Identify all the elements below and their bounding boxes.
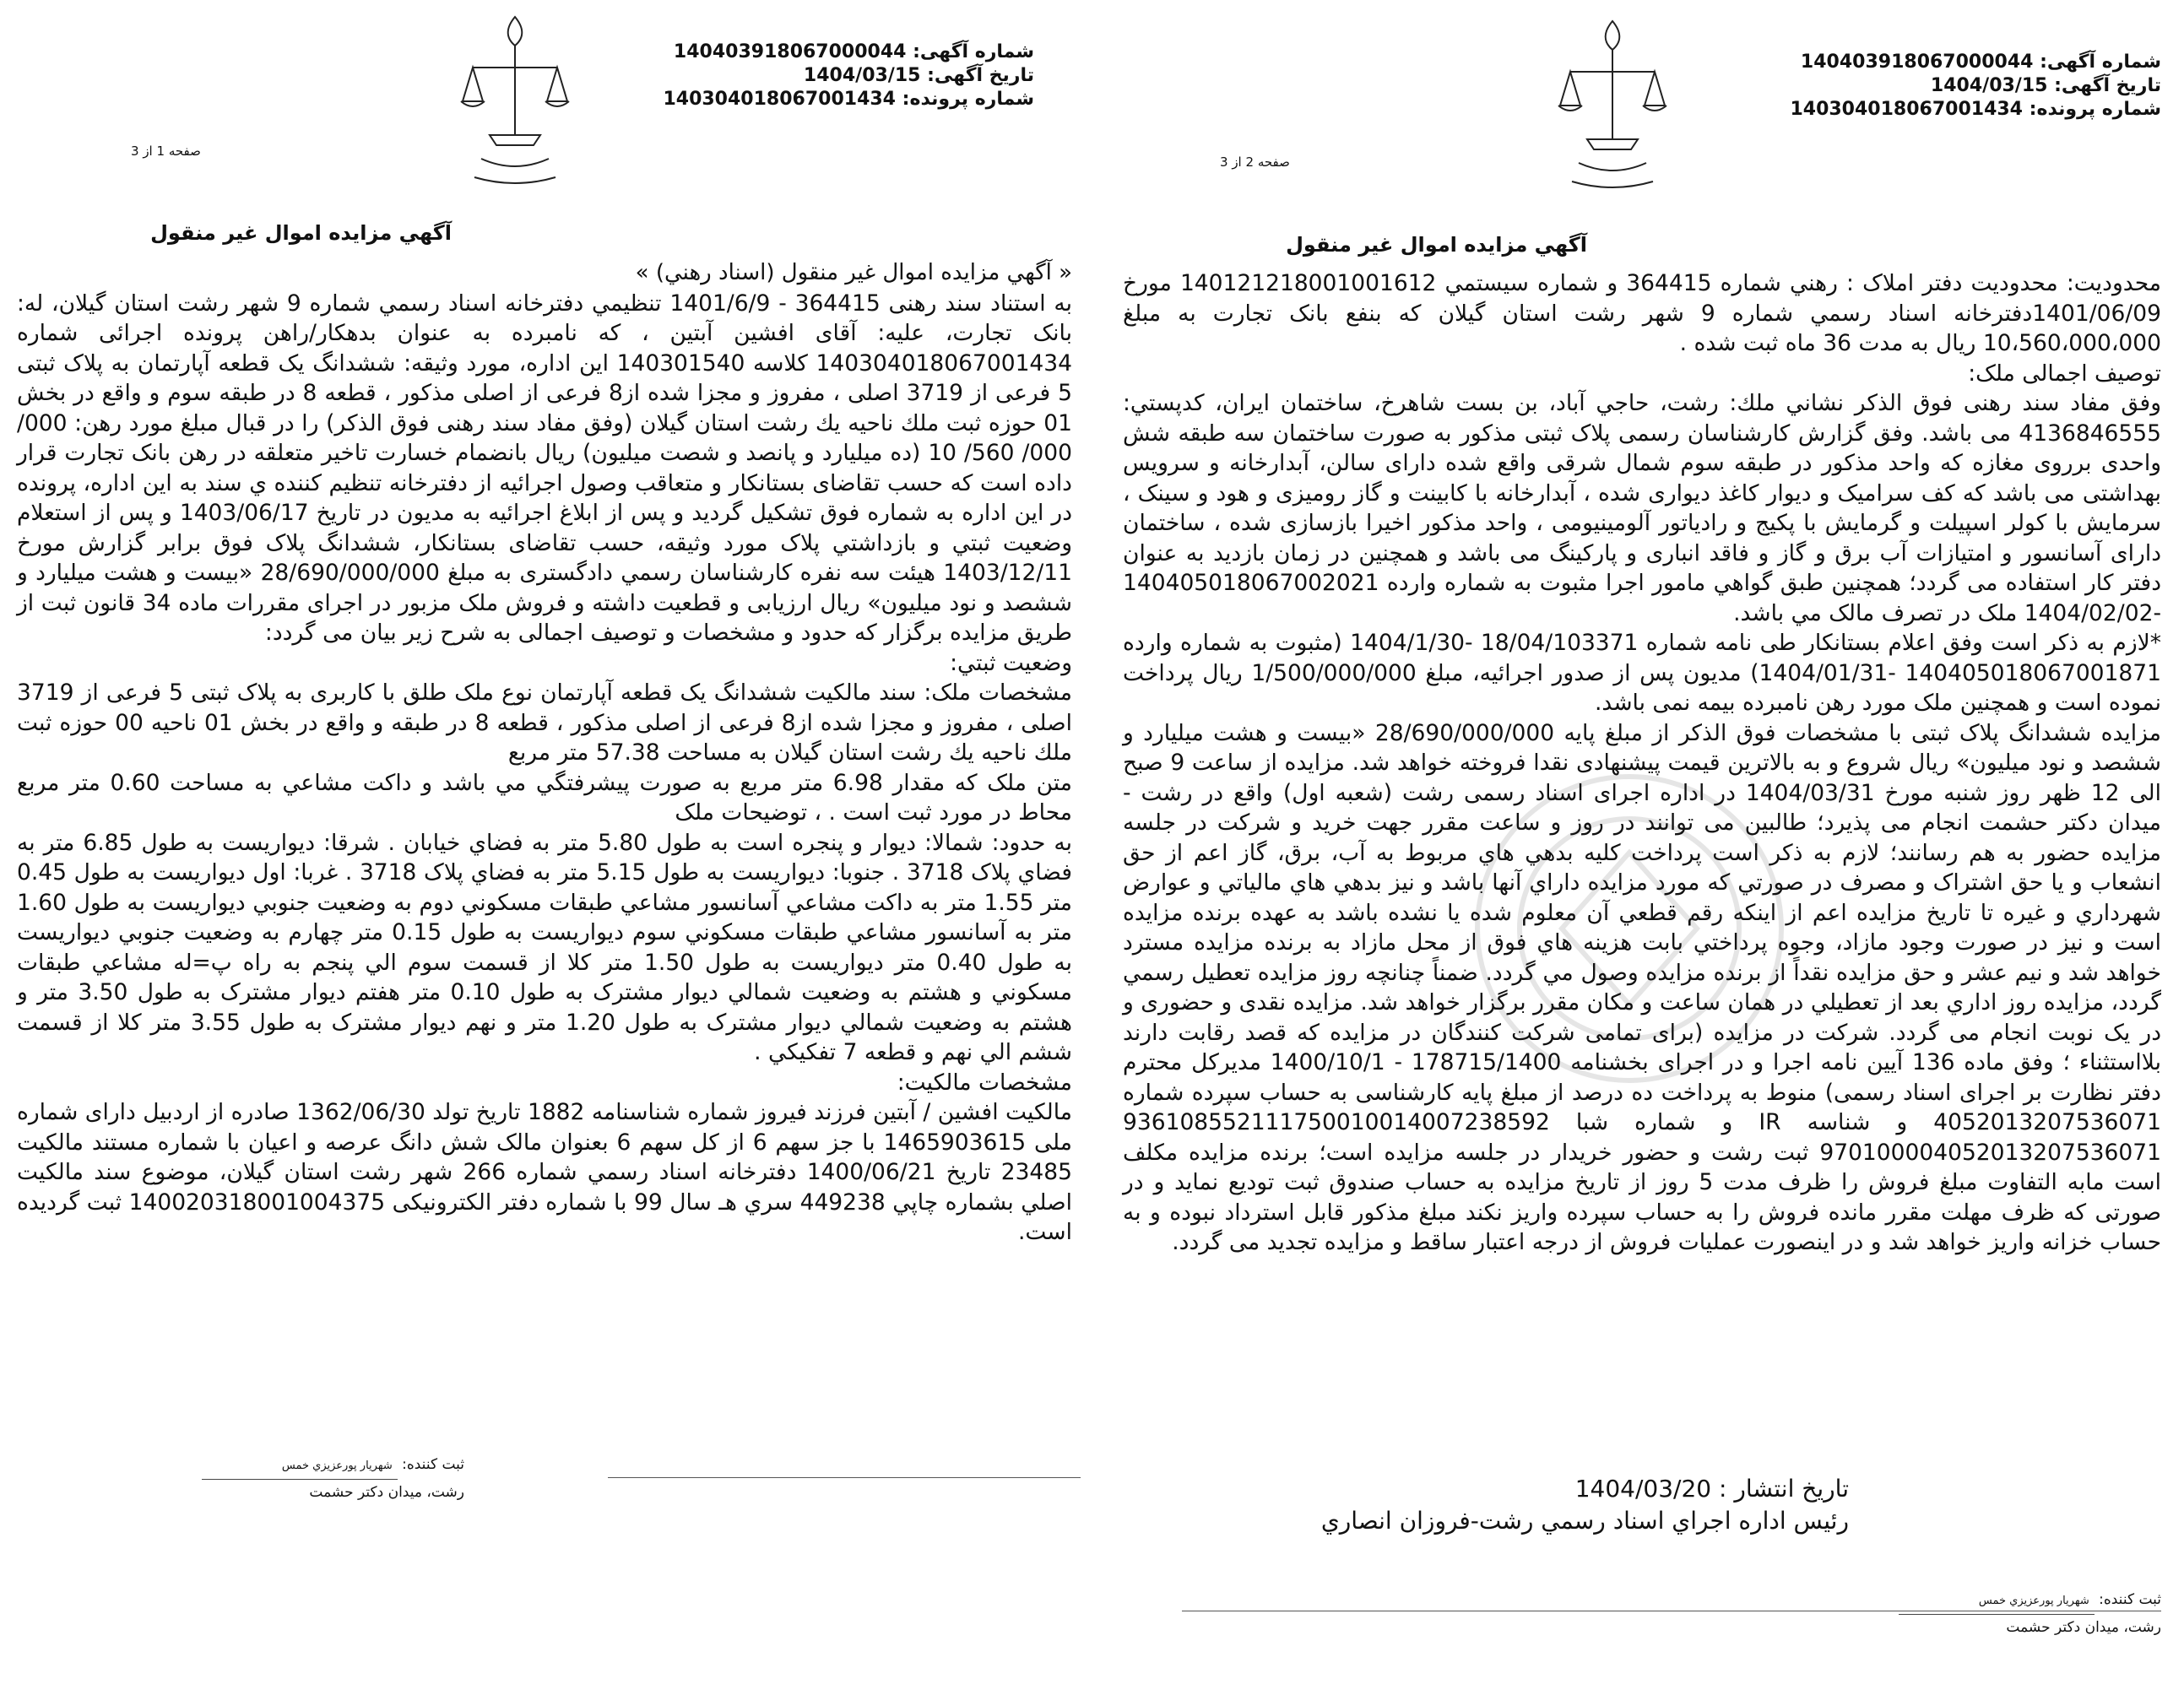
publication-signer: رئيس اداره اجراي اسناد رسمي رشت-فروزان انصاري	[1320, 1507, 1849, 1535]
file-number: شماره پرونده: 140304018067001434	[663, 89, 1034, 110]
document-body	[17, 258, 1072, 1248]
paragraph: وضعيت ثبتي:	[950, 649, 1072, 676]
notice-meta	[1790, 51, 2161, 122]
publication-block	[1321, 1473, 1849, 1537]
page-number: صفحه 1 از 3	[131, 144, 201, 159]
registrar-address: رشت، میدان دکتر حشمت	[309, 1484, 464, 1501]
notice-date: تاریخ آگهی: 1404/03/15	[1930, 75, 2161, 96]
notice-date: تاریخ آگهی: 1404/03/15	[803, 65, 1034, 86]
document-title: آگهي مزايده اموال غير منقول	[1286, 233, 1587, 257]
registrar-name: شهريار پورعزيزي خمس	[202, 1454, 398, 1480]
paragraph: محدوديت: محدوديت دفتر املاک : رهني شماره 364415 و شماره سيستمي 14012121800100161​2 مورخ 1401/06/09دفترخانه اسناد رسمي شماره 9 شهر رشت استان گيلان كه بنفع بانک تجارت به مبلغ 10،560،000،000 ريال به مدت 36 ماه ثبت شده .	[1123, 270, 2162, 356]
document-body	[1123, 268, 2161, 1258]
registrar-signature	[202, 1452, 464, 1505]
paragraph: متن ملک که مقدار 6.98 متر مربع به صورت پيشرفتگي مي باشد و داکت مشاعي به مساحت 0.60 متر مربع محاط در مورد ثبت است . ، توضيحات ملک	[17, 769, 1072, 826]
file-number: شماره پرونده: 140304018067001434	[1790, 99, 2161, 120]
registrar-address: رشت، میدان دکتر حشمت	[2006, 1619, 2161, 1636]
document-subtitle: « آگهي مزايده اموال غير منقول (اسناد رهني) »	[635, 260, 1072, 285]
registrar-signature	[1899, 1587, 2161, 1640]
registrar-label: ثبت كننده:	[402, 1456, 464, 1473]
paragraph: به استناد سند رهنی 364415 - 1401/6/9 تنظيمي دفترخانه اسناد رسمي شماره 9 شهر رشت استان گيلان، له: بانک تجارت، علیه: آقای افشین آبتین ، که نامبرده به عنوان بدهکار/راهن پرونده اجرائی شماره 140304018067001434 کلاسه 140301540 این اداره، مورد وثیقه: ششدانگ یک قطعه آپارتمان به پلاک ثبتی 5 فرعی از 3719 اصلی ، مفروز و مجزا شده از8 فرعی از اصلی مذکور ، قطعه 8 در طبقه سوم و واقع در بخش 01 حوزه ثبت ملك ناحيه يك رشت استان گيلان (وفق مفاد سند رهنی فوق الذکر) را در قبال مبلغ مورد رهن: 000/ 000/ 560/ 10 (ده میلیارد و پانصد و شصت میلیون) ریال بانضمام خسارت تاخیر متعلقه در رهن بانک تجارت قرار داده است که حسب تقاضای بستانکار و متعاقب وصول اجرائیه از دفترخانه تنظیم کننده ي سند به این اداره، پرونده در این اداره به شماره فوق تشکیل گردید و پس از ابلاغ اجرائیه به مدیون در تاریخ 1403/06/17 و پس از استعلام وضعيت ثبتي و بازداشتي پلاک مورد وثيقه، حسب تقاضای بستانکار، ششدانگ پلاک فوق برابر گزارش مورخ 1403/12/11 هيئت سه نفره کارشناسان رسمي دادگستری به مبلغ 28/690/000/000 «بیست و هشت میلیارد و ششصد و نود میلیون» ريال ارزيابی و قطعيت داشته و فروش ملک مزبور در اجرای مقررات ماده 34 قانون ثبت از طريق مزايده برگزار که حدود و مشخصات و توصیف اجمالی به شرح زیر بیان می گردد:	[17, 290, 1073, 646]
paragraph: به حدود: شمالا: ديوار و پنجره است به طول 5.80 متر به فضاي خيابان . شرقا: ديواريست به طول 6.85 متر به فضاي پلاک 3718 . جنوبا: ديواريست به طول 5.15 متر به فضاي پلاک 3718 . غربا: اول ديواريست به طول 0.45 متر 1.55 متر به داکت مشاعي آسانسور مشاعي طبقات مسکوني دوم به وضعيت جنوبي ديواريست به طول 1.60 متر به آسانسور مشاعي طبقات مسکوني سوم ديواريست به طول 0.15 متر چهارم به وضعيت جنوبي ديواريست به طول 0.40 متر ديواريست به طول 1.50 متر کلا از قسمت سوم الي پنجم به راه پ=له مشاعي طبقات مسکوني و هشتم به وضعيت شمالي ديوار مشترک به طول 0.10 متر هفتم ديوار مشترک به طول 3.50 متر و هشتم به وضعيت شمالي ديوار مشترک به طول 1.20 متر و نهم ديوار مشترک به طول 3.55 متر کلا از قسمت ششم الي نهم و قطعه 7 تفکيکي .	[17, 829, 1073, 1065]
notice-number: شماره آگهی: 140403918067000044	[673, 41, 1034, 62]
judiciary-emblem-icon	[1553, 13, 1672, 190]
paragraph: وفق مفاد سند رهنی فوق الذکر نشاني ملك: رشت، حاجي آباد، بن بست شاهرخ، ساختمان ايران، کدپستي: 4136846555 می باشد. وفق گزارش کارشناسان رسمی پلاک ثبتی مذکور به صورت ساختمان سه طبقه شش واحدی برروی مغازه که واحد مذکور در طبقه سوم شمال شرقی واقع شده دارای سالن، آبدارخانه و سرویس بهداشتی می باشد که کف سرامیک و دیوار کاغذ دیواری شده ، آبدارخانه با کابینت و گاز رومیزی و هود و سینک ، سرمایش با کولر اسپیلت و گرمایش با پکیج و رادیاتور آلومینیومی ، واحد مذکور اخیرا بازسازی شده ، ساختمان دارای آسانسور و امتیازات آب برق و گاز و فاقد انباری و پارکینگ می باشد و همچنین در زمان بازدید به عنوان دفتر کار استفاده می گردد؛ همچنین طبق گواهي مامور اجرا مثبوت به شماره وارده 140405018067002021 -1404/02/02 ملک در تصرف مالک مي باشد.	[1123, 390, 2161, 626]
registrar-name: شهريار پورعزيزي خمس	[1899, 1589, 2095, 1615]
paragraph: مشخصات ملک: سند مالکيت ششدانگ یک قطعه آپارتمان نوع ملک طلق با کاربری به پلاک ثبتی 5 فرعی از 3719 اصلی ، مفروز و مجزا شده از8 فرعی از اصلی مذکور ، قطعه 8 در طبقه و واقع در بخش 01 ناحيه 00 حوزه ثبت ملك ناحيه يك رشت استان گيلان به مساحت 57.38 متر مربع	[17, 680, 1073, 766]
judiciary-emblem-icon	[456, 8, 574, 186]
page-number: صفحه 2 از 3	[1220, 154, 1290, 170]
registrar-label: ثبت كننده:	[2099, 1591, 2161, 1608]
page-2	[1106, 0, 2178, 1695]
notice-meta	[663, 41, 1034, 111]
paragraph: *لازم به ذکر است وفق اعلام بستانکار طی نامه شماره 18/04/103371 -1404/1/30 (مثبوت به شماره وارده 140405018067001871 -1404/01/31) مدیون پس از صدور اجرائیه، مبلغ 1/500/000/000 ریال پرداخت نموده است و همچنین ملک مورد رهن نامبرده بیمه نمی باشد.	[1123, 630, 2161, 716]
paragraph: مزايده ششدانگ پلاک ثبتی با مشخصات فوق الذکر از مبلغ پایه 28/690/000/000 «بیست و هشت میلیارد و ششصد و نود میلیون» ریال شروع و به بالاترین قیمت پیشنهادی نقدا فروخته خواهد شد. مزایده از ساعت 9 صبح الی 12 ظهر روز شنبه مورخ 1404/03/31 در اداره اجرای اسناد رسمی رشت (شعبه اول) واقع در رشت - میدان دکتر حشمت انجام می پذیرد؛ طالبین می توانند در روز و ساعت مقرر جهت خرید و شرکت در جلسه مزایده حضور به هم رسانند؛ لازم به ذکر است پرداخت کليه بدهي هاي مربوط به آب، برق، گاز اعم از حق انشعاب و يا حق اشتراک و مصرف در صورتي که مورد مزايده داراي آنها باشد و نيز بدهي هاي مالياتي و عوارض شهرداري و غيره تا تاريخ مزايده اعم از اينکه رقم قطعي آن معلوم شده يا نشده باشد به عهده برنده مزايده است و نيز در صورت وجود مازاد، وجوه پرداختي بابت هزينه هاي فوق از محل مازاد به برنده مزايده مسترد خواهد شد و نيم عشر و حق مزايده نقداً از برنده مزايده وصول مي گردد. ضمناً چنانچه روز مزايده تعطيل رسمي گردد، مزايده روز اداري بعد از تعطيلي در همان ساعت و مکان مقرر برگزار خواهد شد. مزایده نقدی و حضوری و در یک نوبت انجام می گردد. شرکت در مزایده (برای تمامی شرکت کنندگان در مزایده که قصد رقابت دارند بلااستثناء ؛ وفق ماده 136 آیین نامه اجرا و در اجرای بخشنامه 178715/1400 - 1400/10/1 مدیرکل محترم دفتر نظارت بر اجرای اسناد رسمی) منوط به پرداخت ده درصد از مبلغ پایه کارشناسی به حساب سپرده شماره 4052013207536071 و شناسه IR و شماره شبا 936108552111750010014007238592 9701000040520132075360​71 ثبت رشت و حضور خریدار در جلسه مزایده است؛ برنده مزایده مکلف است مابه التفاوت مبلغ فروش را ظرف مدت 5 روز از تاریخ مزایده به حساب صندوق ثبت تودیع نماید و در صورتی که ظرف مهلت مقرر مانده فروش را به حساب سپرده واریز نکند مبلغ مذکور قابل استرداد نبوده و به حساب خزانه واریز خواهد شد و در اینصورت عملیات فروش از درجه اعتبار ساقط و مزایده تجدید می گردد.	[1123, 719, 2161, 1255]
divider	[608, 1477, 1081, 1478]
paragraph: مالکيت افشين / آبتين فرزند فيروز شماره شناسنامه 1882 تاريخ تولد 1362/06/30 صادره از اردبيل دارای شماره ملی 1465903615 با جز سهم 6 از کل سهم 6 بعنوان مالک شش دانگ عرصه و اعيان با شماره مستند مالکيت 23485 تاريخ 1400/06/21 دفترخانه اسناد رسمي شماره 266 شهر رشت استان گيلان، موضوع سند مالکيت اصلي بشماره چاپي 449238 سري هـ سال 99 با شماره دفتر الکترونيکی 140020318001004375 ثبت گرديده است.	[17, 1099, 1073, 1245]
paragraph: توصيف اجمالی ملک:	[1968, 360, 2161, 387]
page-1	[8, 0, 1081, 1695]
notice-number: شماره آگهی: 140403918067000044	[1800, 51, 2161, 73]
paragraph: مشخصات مالکیت:	[897, 1069, 1072, 1096]
publication-date: تاريخ انتشار : 1404/03/20	[1574, 1475, 1849, 1503]
document-title: آگهي مزايده اموال غير منقول	[150, 221, 452, 245]
